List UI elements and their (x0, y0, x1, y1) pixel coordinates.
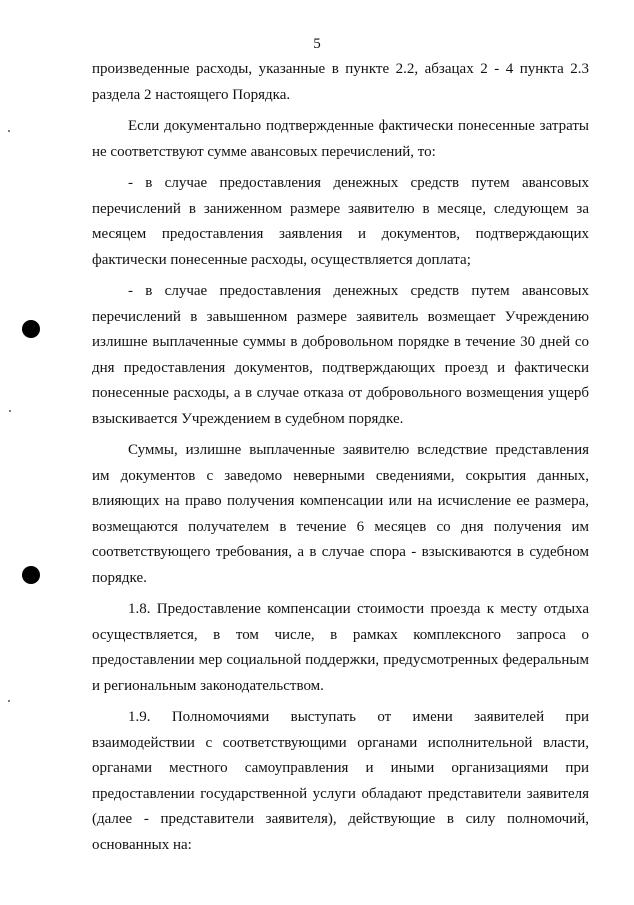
paragraph-underpayment: - в случае предоставления денежных средств путем авансовых перечислений в заниженном размере заявителю в месяце, следующем за месяцем предоставления заявления и документов, подтверждающих фактически понесенные расходы, осуществляется доплата; (92, 175, 589, 268)
scan-speck (9, 410, 11, 412)
paragraph-continuation: произведенные расходы, указанные в пункте 2.2, абзацах 2 - 4 пункта 2.3 раздела 2 настоящего Порядка. (92, 61, 589, 103)
paragraph-advance-mismatch: Если документально подтвержденные фактически понесенные затраты не соответствуют сумме авансовых перечислений, то: (92, 118, 589, 160)
punch-hole-top (22, 320, 40, 338)
scan-speck (8, 130, 10, 132)
page-number: 5 (313, 36, 321, 52)
paragraph-overpayment: - в случае предоставления денежных средств путем авансовых перечислений в завышенном размере заявитель возмещает Учреждению излишне выплаченные суммы в добровольном порядке в течение 30 дней со дня предоставления документов, подтверждающих проезд и фактически понесенные расходы, а в случае отказа от добровольного возмещения ущерб взыскивается Учреждением в судебном порядке. (92, 283, 589, 427)
paragraph-false-documents: Суммы, излишне выплаченные заявителю вследствие представления им документов с заведомо неверными сведениями, сокрытия данных, влияющих на право получения компенсации или на исчисление ее размера, возмещаются получателем в течение 6 месяцев со дня получения им соответствующего требования, а в случае спора - взыскиваются в судебном порядке. (92, 442, 589, 586)
punch-hole-bottom (22, 566, 40, 584)
paragraph-section-1-9: 1.9. Полномочиями выступать от имени заявителей при взаимодействии с соответствующими органами исполнительной власти, органами местного самоуправления и иными организациями при предоставлении государственной услуги обладают представители заявителя (далее - представители заявителя), действующие в силу полномочий, основанных на: (92, 709, 589, 853)
scan-speck (8, 700, 10, 702)
document-body (92, 57, 589, 858)
paragraph-section-1-8: 1.8. Предоставление компенсации стоимости проезда к месту отдыха осуществляется, в том числе, в рамках комплексного запроса о предоставлении мер социальной поддержки, предусмотренных федеральным и региональным законодательством. (92, 601, 589, 694)
